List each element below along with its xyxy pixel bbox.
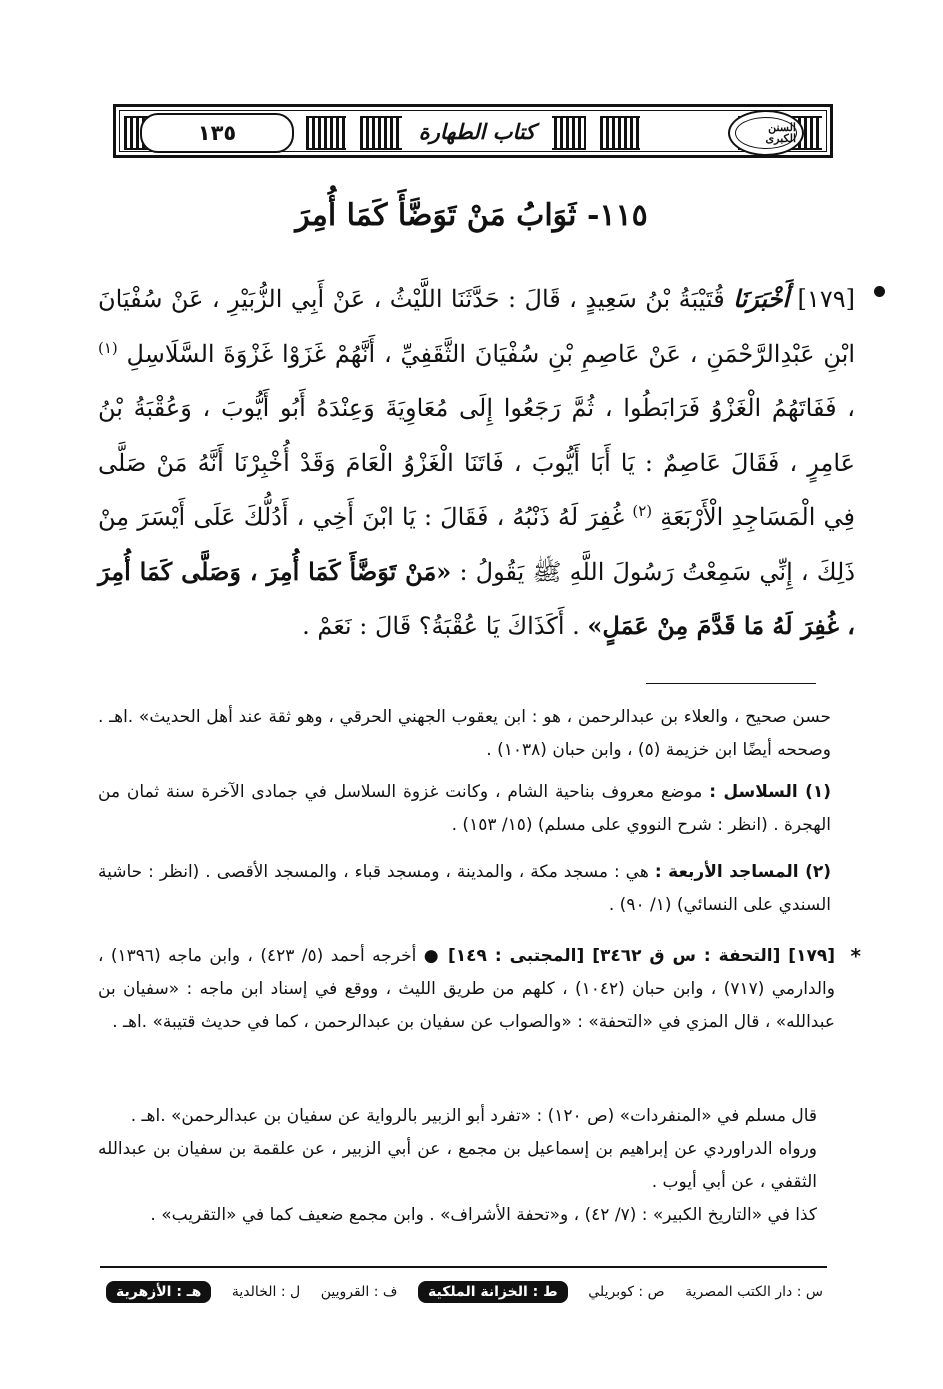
- hadith-text-part: ، فَفَاتَهُمُ الْغَزْوُ فَرَابَطُوا ، ثُمَّ رَجَعُوا إِلَى مُعَاوِيَةَ وَعِنْدَهُ أَبُو أَيُّوبَ ، وَعُقْبَةُ بْنُ عَامِرٍ ، فَقَالَ عَاصِمٌ : يَا أَبَا أَيُّوبَ ، فَاتَنَا الْغَزْوُ الْعَامَ وَقَدْ أُخْبِرْنَا أَنَّهُ مَنْ صَلَّى فِي الْمَسَاجِدِ الْأَرْبَعَةِ: [98, 394, 855, 531]
- hadith-text-part: . أَكَذَاكَ يَا عُقْبَةُ؟ قَالَ : نَعَمْ .: [302, 612, 580, 640]
- star-icon: *: [850, 944, 861, 968]
- legend-item: ل : الخالدية: [231, 1284, 301, 1300]
- legend-divider: [100, 1266, 827, 1268]
- takhrij-note: [98, 940, 861, 1039]
- page-number: ١٣٥: [140, 113, 294, 153]
- manuscript-legend: [106, 1277, 823, 1307]
- legend-item-highlight: ط : الخزانة الملكية: [418, 1281, 568, 1303]
- footnote-divider: [646, 683, 816, 684]
- footnote-text: هي : مسجد مكة ، والمدينة ، ومسجد قباء ، والمسجد الأقصى . (انظر : حاشية السندي على النسائي) (١/ ٩٠) .: [98, 862, 831, 915]
- takhrij-extra-line: كذا في «التاريخ الكبير» : (٧/ ٤٢) ، و«تحفة الأشراف» . وابن مجمع ضعيف كما في «التقريب» .: [150, 1205, 817, 1225]
- takhrij-extra-line: ورواه الدراوردي عن إبراهيم بن إسماعيل بن مجمع ، عن أبي الزبير ، عن علقمة بن سفيان بن عبدالله الثقفي ، عن أبي أيوب .: [98, 1139, 817, 1192]
- header-ornament: [306, 116, 346, 150]
- section-title: ١١٥- ثَوَابُ مَنْ تَوَضَّأَ كَمَا أُمِرَ: [295, 198, 648, 233]
- book-seal-logo: [728, 110, 804, 156]
- hadith-keyword: أَخْبَرَنَا: [733, 284, 790, 313]
- footnote-text: موضع معروف بناحية الشام ، وكانت غزوة السلاسل في جمادى الآخرة سنة ثمان من الهجرة . (انظر : شرح النووي على مسلم) (١٥/ ١٥٣) .: [98, 782, 831, 835]
- prophetic-quote: «مَنْ تَوَضَّأَ كَمَا أُمِرَ ، وَصَلَّى كَمَا أُمِرَ ، غُفِرَ لَهُ مَا قَدَّمَ مِنْ عَمَلٍ»: [98, 556, 855, 640]
- legend-item: ف : القرويين: [320, 1284, 398, 1300]
- legend-item-highlight: هـ : الأزهرية: [106, 1281, 211, 1303]
- legend-item: س : دار الكتب المصرية: [685, 1284, 823, 1300]
- hadith-text-part: قُتَيْبَةُ بْنُ سَعِيدٍ ، قَالَ : حَدَّثَنَا اللَّيْثُ ، عَنْ أَبِي الزُّبَيْرِ ، عَنْ سُفْيَانَ ابْنِ عَبْدِالرَّحْمَنِ ، عَنْ عَاصِمِ بْنِ سُفْيَانَ الثَّقَفِيِّ ، أَنَّهُمْ غَزَوْا غَزْوَةَ السَّلَاسِلِ: [98, 285, 855, 368]
- footnote-label: (٢) المساجد الأربعة :: [654, 862, 832, 882]
- takhrij-extra-line: قال مسلم في «المنفردات» (ص ١٢٠) : «تفرد أبو الزبير بالرواية عن سفيان بن عبدالرحمن» .اهـ .: [130, 1106, 817, 1126]
- header-ornament: [600, 116, 640, 150]
- footnote-1: [98, 776, 831, 842]
- footnote-continued: حسن صحيح ، والعلاء بن عبدالرحمن ، هو : ابن يعقوب الجهني الحرقي ، وهو ثقة عند أهل الحديث» .اهـ . وصححه أيضًا ابن خزيمة (٥) ، وابن حبان (١٠٣٨) .: [98, 707, 831, 760]
- takhrij-text: ● أخرجه أحمد (٥/ ٤٢٣) ، وابن ماجه (١٣٩٦) ، والدارمي (٧١٧) ، وابن حبان (١٠٤٢) ، كلهم من طريق الليث ، ووقع في إسناد ابن ماجه : «سفيان بن عبدالله» ، قال المزي في «التحفة» : «والصواب عن سفيان بن عبدالرحمن ، كما في حديث قتيبة» .اهـ .: [98, 946, 835, 1032]
- hadith-text-part: غُفِرَ لَهُ ذَنْبُهُ ، فَقَالَ : يَا ابْنَ أَخِي ، أَدُلُّكَ عَلَى أَيْسَرَ مِنْ ذَلِكَ ، إِنِّي سَمِعْتُ رَسُولَ اللَّهِ ﷺ يَقُولُ :: [98, 503, 855, 586]
- bullet-icon: [874, 286, 885, 297]
- seal-text: السنن الكبرى: [735, 117, 797, 149]
- takhrij-extra: [98, 1100, 817, 1232]
- takhrij-label: [١٧٩] [التحفة : س ق ٣٤٦٢] [المجتبى : ١٤٩]: [448, 946, 835, 966]
- footnote-ref: (٢): [632, 502, 653, 520]
- footnote-2: [98, 856, 831, 922]
- hadith-text: [98, 272, 855, 654]
- footnote-label: (١) السلاسل :: [709, 782, 832, 802]
- chapter-title: كتاب الطهارة: [402, 111, 552, 151]
- footnote-ref: (١): [98, 338, 118, 357]
- legend-item: ص : كوبريلي: [588, 1284, 665, 1300]
- hadith-number: [١٧٩]: [797, 285, 855, 313]
- page-header: [113, 104, 833, 158]
